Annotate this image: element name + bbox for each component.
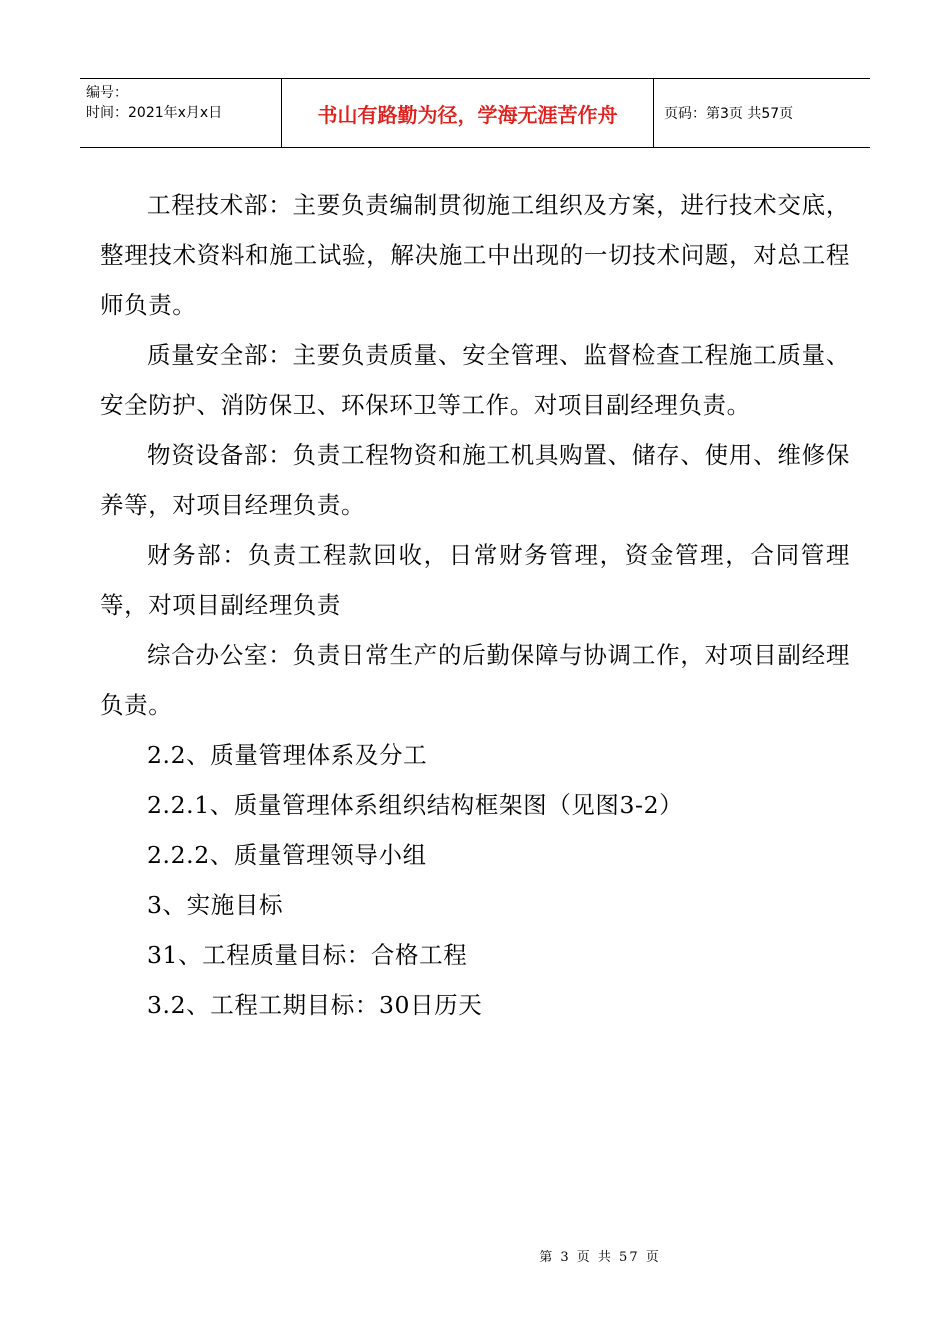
footer-page-number: 第 3 页 共 57 页	[539, 1250, 661, 1265]
serial-number-label: 编号：	[86, 85, 128, 101]
header-page-info: 页码：第3页 共57页	[664, 106, 794, 122]
paragraph-materials-dept: 物资设备部：负责工程物资和施工机具购置、储存、使用、维修保养等，对项目经理负责。	[100, 441, 850, 519]
heading-3: 3、实施目标	[147, 891, 284, 919]
header-motto: 书山有路勤为径，学海无涯苦作舟	[282, 79, 654, 147]
paragraph-quality-safety-dept: 质量安全部：主要负责质量、安全管理、监督检查工程施工质量、安全防护、消防保卫、环保环卫等工作。对项目副经理负责。	[100, 341, 850, 419]
page-header	[80, 78, 870, 148]
paragraph-finance-dept: 财务部：负责工程款回收，日常财务管理，资金管理，合同管理等，对项目副经理负责	[100, 541, 850, 619]
heading-3-1: 31、工程质量目标：合格工程	[147, 941, 468, 969]
heading-2-2-2: 2.2.2、质量管理领导小组	[147, 841, 427, 869]
paragraph-engineering-dept: 工程技术部：主要负责编制贯彻施工组织及方案，进行技术交底，整理技术资料和施工试验，解决施工中出现的一切技术问题，对总工程师负责。	[100, 191, 850, 319]
document-body	[100, 180, 850, 1030]
heading-2-2: 2.2、质量管理体系及分工	[147, 741, 428, 769]
heading-2-2-1: 2.2.1、质量管理体系组织结构框架图（见图3-2）	[147, 791, 684, 819]
header-meta-cell	[80, 79, 282, 147]
page-footer	[0, 1246, 950, 1265]
heading-3-2: 3.2、工程工期目标：30日历天	[147, 991, 483, 1019]
date-line: 时间：2021年x月x日	[86, 105, 223, 121]
paragraph-general-office: 综合办公室：负责日常生产的后勤保障与协调工作，对项目副经理负责。	[100, 641, 850, 719]
